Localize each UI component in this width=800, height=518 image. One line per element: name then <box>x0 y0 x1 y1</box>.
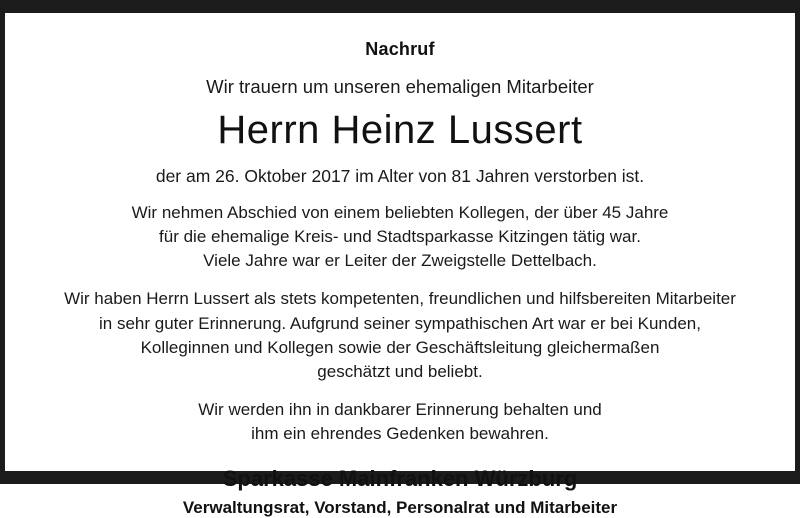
notice-headline: Nachruf <box>365 39 435 59</box>
paragraph-line: Wir werden ihn in dankbarer Erinnerung behalten und <box>198 399 602 419</box>
tribute-paragraph-2 <box>31 287 769 384</box>
paragraph-line: Viele Jahre war er Leiter der Zweigstelle Dettelbach. <box>203 251 597 271</box>
paragraph-line: Kolleginnen und Kollegen sowie der Geschäftsleitung gleichermaßen <box>140 337 660 357</box>
organization-signature: Sparkasse Mainfranken Würzburg <box>222 466 578 492</box>
death-details: der am 26. Oktober 2017 im Alter von 81 Jahren verstorben ist. <box>155 166 645 186</box>
paragraph-line: ihm ein ehrendes Gedenken bewahren. <box>251 424 549 443</box>
tribute-paragraph-3 <box>31 398 769 446</box>
paragraph-line: geschätzt und beliebt. <box>317 361 483 381</box>
paragraph-line: Wir haben Herrn Lussert als stets kompetenten, freundlichen und hilfsbereiten Mitarbeiter <box>64 289 736 309</box>
tribute-paragraph-1 <box>31 201 769 273</box>
paragraph-line: Wir nehmen Abschied von einem beliebten Kollegen, der über 45 Jahre <box>131 203 669 222</box>
notice-intro: Wir trauern um unseren ehemaligen Mitarbeiter <box>206 76 594 97</box>
paragraph-line: in sehr guter Erinnerung. Aufgrund seiner sympathischen Art war er bei Kunden, <box>99 313 701 333</box>
organization-subsignature: Verwaltungsrat, Vorstand, Personalrat und Mitarbeiter <box>182 498 618 518</box>
deceased-name: Herrn Heinz Lussert <box>217 108 583 152</box>
paragraph-line: für die ehemalige Kreis- und Stadtsparkasse Kitzingen tätig war. <box>159 227 641 247</box>
